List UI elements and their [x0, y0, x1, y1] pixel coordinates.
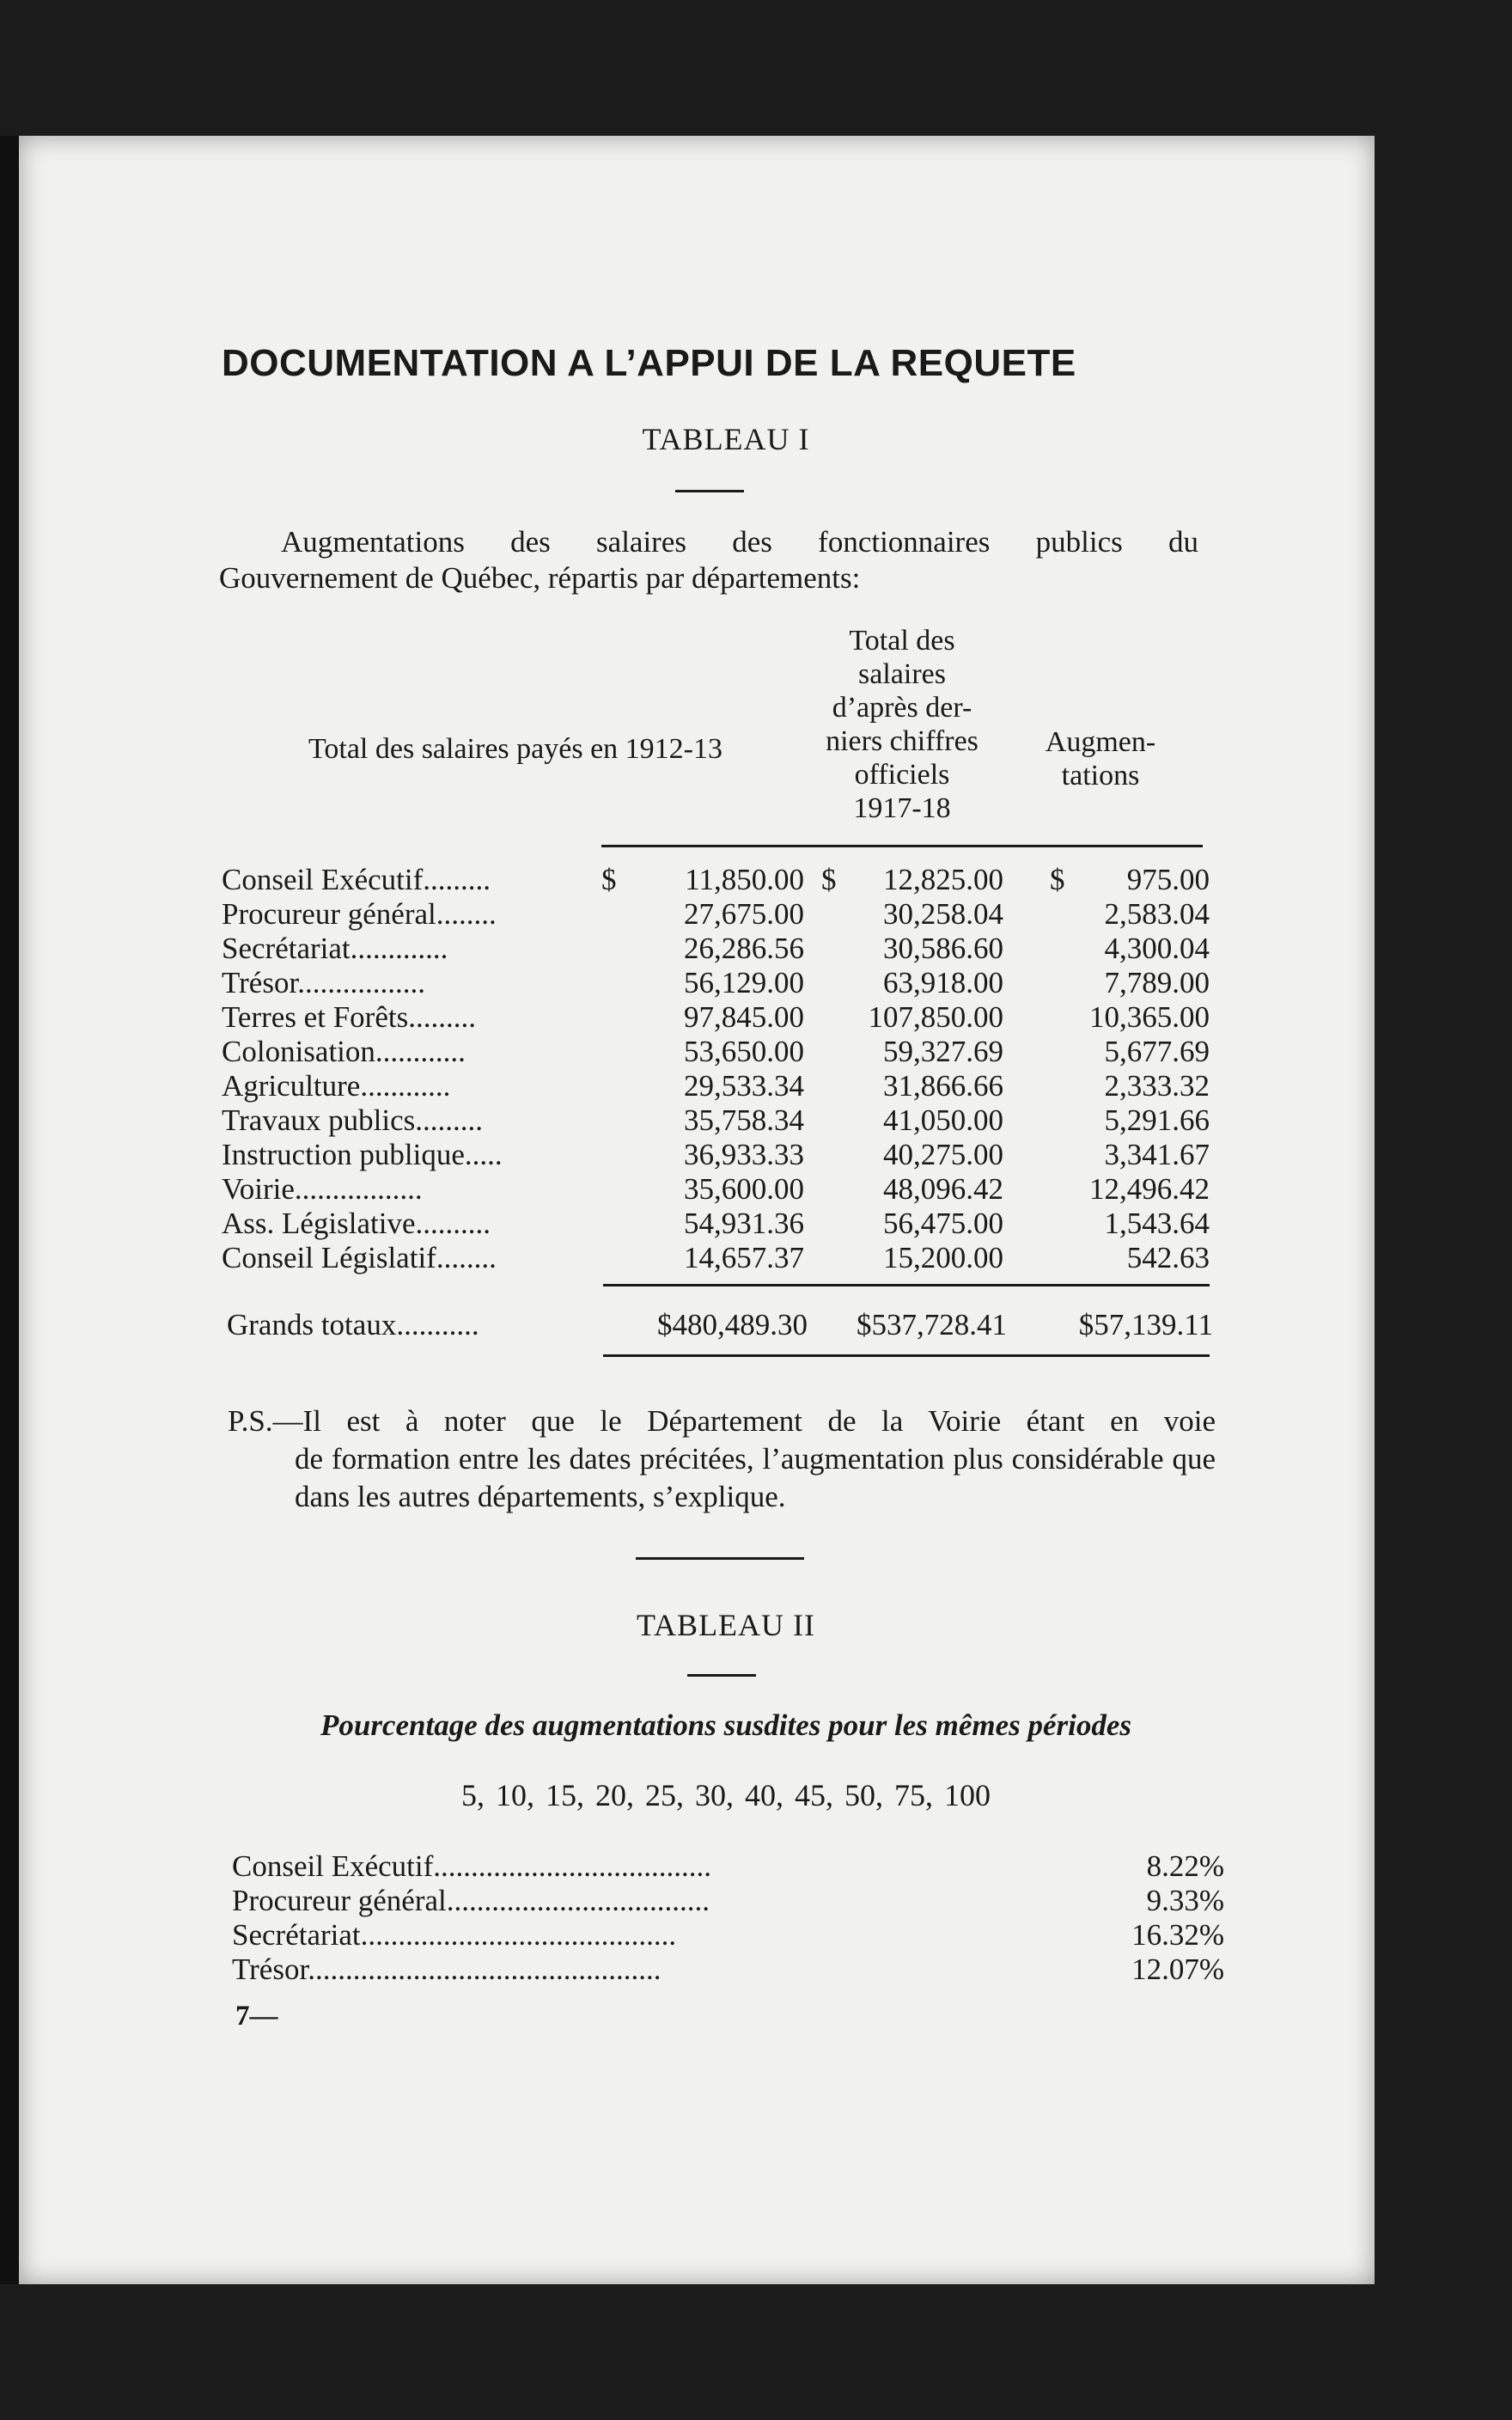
table-row [222, 1069, 1210, 1103]
total-augmentation: $57,139.11 [1078, 1308, 1213, 1341]
row-label: Procureur général................................... [232, 1884, 710, 1917]
value-1912: 56,129.00 [684, 966, 804, 999]
value-1917: 56,475.00 [883, 1207, 1003, 1240]
tableau-1-intro [219, 524, 1198, 596]
table-row [232, 1952, 1224, 1987]
dollar-sign: $ [601, 863, 617, 896]
value-augmentation: 4,300.04 [1104, 932, 1210, 965]
table-row [222, 863, 1210, 897]
document-title: DOCUMENTATION A L’APPUI DE LA REQUETE [222, 342, 1076, 384]
ps-line-1: P.S.—Il est à noter que le Département de la Voirie étant en voie [228, 1404, 1216, 1438]
totals-row [227, 1308, 1213, 1342]
total-1917: $537,728.41 [857, 1308, 1007, 1341]
intro-line-2: Gouvernement de Québec, répartis par départements: [219, 561, 861, 595]
totals-rule-bottom [603, 1354, 1210, 1357]
page-number: 7— [235, 2001, 278, 2032]
row-label: Agriculture............ [222, 1069, 451, 1103]
percentage-value: 9.33% [1146, 1884, 1224, 1917]
value-augmentation: 7,789.00 [1104, 966, 1210, 999]
value-1912: 53,650.00 [684, 1035, 804, 1068]
tableau-2-heading: TABLEAU II [636, 1608, 816, 1642]
value-1917: 48,096.42 [883, 1172, 1003, 1206]
col2-line: Total des [849, 625, 955, 657]
col3-line: tations [1061, 760, 1140, 791]
value-augmentation: 542.63 [1126, 1241, 1210, 1274]
value-1912: 97,845.00 [684, 1000, 804, 1034]
value-1917: 30,586.60 [883, 932, 1003, 965]
value-1917: 30,258.04 [883, 897, 1003, 931]
value-1912: 36,933.33 [684, 1138, 804, 1171]
value-1912: 26,286.56 [684, 932, 804, 965]
short-rule [675, 490, 744, 492]
value-1912: 35,600.00 [684, 1172, 804, 1206]
value-augmentation: 12,496.42 [1089, 1172, 1210, 1206]
value-1917: 31,866.66 [883, 1069, 1003, 1103]
row-label: Travaux publics......... [222, 1103, 483, 1137]
col2-line: officiels [854, 759, 950, 791]
value-augmentation: 5,677.69 [1104, 1035, 1210, 1068]
row-label: Secrétariat............. [222, 932, 448, 965]
table-row [222, 1138, 1210, 1172]
value-1912: 27,675.00 [684, 897, 804, 931]
table-row [222, 1035, 1210, 1069]
row-label: Trésor............................................... [232, 1952, 662, 1986]
short-rule [687, 1674, 756, 1677]
col3-line: Augmen- [1045, 726, 1156, 758]
tableau-1-heading: TABLEAU I [642, 422, 810, 456]
value-1917: 107,850.00 [868, 1000, 1003, 1034]
value-1912: 54,931.36 [684, 1207, 804, 1240]
table-row [232, 1849, 1224, 1884]
col2-line: salaires [858, 658, 946, 690]
section-rule [636, 1557, 804, 1560]
value-1917: 41,050.00 [883, 1103, 1003, 1137]
column-header-1917 [790, 624, 1014, 825]
row-label: Voirie................. [222, 1172, 423, 1206]
percentage-value: 16.32% [1131, 1918, 1224, 1952]
row-label: Conseil Exécutif......... [222, 863, 491, 896]
row-label: Colonisation............ [222, 1035, 466, 1068]
value-augmentation: 2,583.04 [1104, 897, 1210, 931]
table-row [222, 1103, 1210, 1138]
value-augmentation: 3,341.67 [1104, 1138, 1210, 1171]
ps-rest: de formation entre les dates précitées, l’augmentation plus considérable que dans les autres départements, s’explique. [295, 1442, 1216, 1513]
totals-rule-top [603, 1284, 1210, 1286]
column-header-augmentations [1019, 725, 1182, 792]
value-augmentation: 2,333.32 [1104, 1069, 1210, 1103]
row-label: Conseil Exécutif..................................... [232, 1849, 712, 1883]
table-row [222, 897, 1210, 932]
postscript [228, 1402, 1216, 1516]
col2-line: d’après der- [832, 692, 972, 724]
value-1912: 29,533.34 [684, 1069, 804, 1103]
table-row [232, 1884, 1224, 1918]
intro-line-1: Augmentations des salaires des fonctionnaires publics du [281, 525, 1198, 559]
row-label: Procureur général........ [222, 897, 497, 931]
value-1912: 35,758.34 [684, 1103, 804, 1137]
row-label: Instruction publique..... [222, 1138, 503, 1171]
table-row [222, 1207, 1210, 1241]
value-1912: 14,657.37 [684, 1241, 804, 1274]
col2-line: 1917-18 [853, 792, 951, 824]
row-label: Secrétariat.......................................... [232, 1918, 677, 1952]
value-1917: 63,918.00 [883, 966, 1003, 999]
value-1917: 59,327.69 [883, 1035, 1003, 1068]
row-label: Conseil Législatif........ [222, 1241, 497, 1274]
table-row [222, 932, 1210, 966]
table-row [222, 1241, 1210, 1275]
column-header-1912: Total des salaires payés en 1912-13 [308, 733, 722, 765]
percentage-value: 12.07% [1131, 1952, 1224, 1986]
total-1912: $480,489.30 [657, 1308, 808, 1341]
percentage-scale: 5, 10, 15, 20, 25, 30, 40, 45, 50, 75, 100 [461, 1778, 991, 1812]
row-label: Terres et Forêts......... [222, 1000, 476, 1034]
percentage-value: 8.22% [1146, 1849, 1224, 1883]
value-augmentation: 5,291.66 [1104, 1103, 1210, 1137]
totals-label: Grands totaux........... [227, 1308, 479, 1341]
dollar-sign: $ [1050, 863, 1065, 896]
table-row [222, 1172, 1210, 1207]
value-augmentation: 975.00 [1126, 863, 1210, 896]
value-1912: 11,850.00 [685, 863, 804, 896]
header-rule [601, 845, 1203, 847]
col2-line: niers chiffres [826, 725, 979, 757]
value-1917: 15,200.00 [883, 1241, 1003, 1274]
table-row [222, 1000, 1210, 1035]
table-row [232, 1918, 1224, 1952]
table-row [222, 966, 1210, 1000]
value-augmentation: 1,543.64 [1104, 1207, 1210, 1240]
row-label: Ass. Législative.......... [222, 1207, 491, 1240]
value-augmentation: 10,365.00 [1089, 1000, 1210, 1034]
row-label: Trésor................. [222, 966, 425, 999]
tableau-2-subtitle: Pourcentage des augmentations susdites pour les mêmes périodes [320, 1708, 1132, 1742]
value-1917: 12,825.00 [883, 863, 1003, 896]
dollar-sign: $ [821, 863, 837, 896]
value-1917: 40,275.00 [883, 1138, 1003, 1171]
